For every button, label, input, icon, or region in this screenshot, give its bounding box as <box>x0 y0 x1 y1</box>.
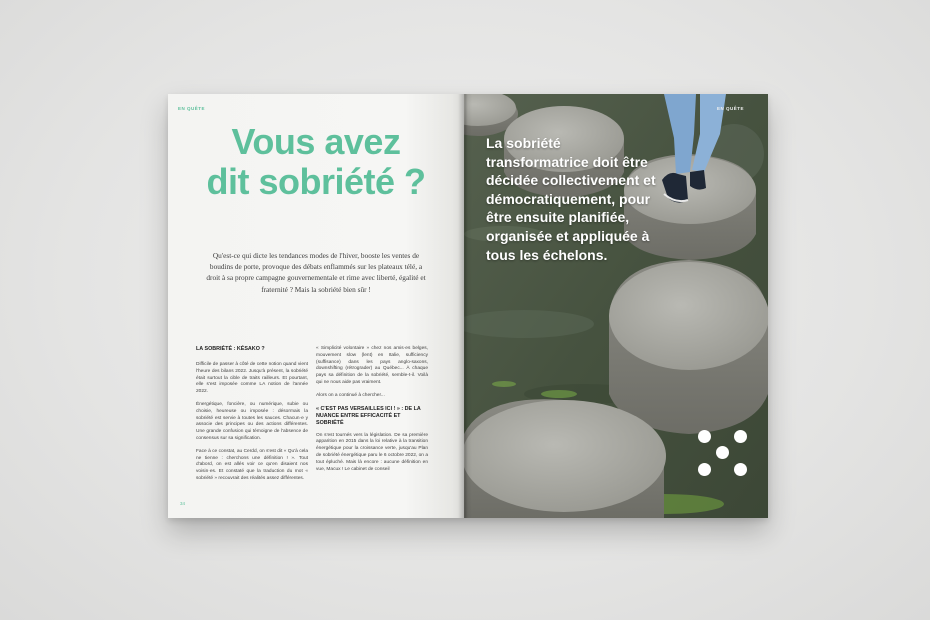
dot <box>716 446 729 459</box>
dot <box>698 430 711 443</box>
dots-graphic <box>696 430 746 482</box>
magazine-spread <box>168 94 768 518</box>
text-column-right <box>316 346 428 479</box>
column-heading: LA SOBRIÉTÉ : KÉSAKO ? <box>196 346 265 352</box>
paragraph: « Simplicité volontaire » chez nos amis·es belges, mouvement slow (lent) en Italie, sufficiency (suffisance) dans les pays anglo-saxons, downshifting (rétrograder) au Québec... À chaque pays sa définition de la sobriété, semble-t-il. Voilà qui ne nous aide pas vraiment. <box>316 346 428 385</box>
paragraph: Alors on a continué à chercher... <box>316 392 385 398</box>
column-heading: « C'EST PAS VERSAILLES ICI ! » : DE LA NUANCE ENTRE EFFICACITÉ ET SOBRIÉTÉ <box>316 405 421 426</box>
title-line-1: Vous avez <box>231 121 401 162</box>
text-column-left <box>196 346 308 489</box>
paragraph: Difficile de passer à côté de cette notion quand vient l'heure des bilans 2022. Jusqu'à présent, la sobriété était surtout la cible de traits railleurs. Et pourtant, elle s'est imposée comme LA notion de l'année 2022. <box>196 362 308 395</box>
dot <box>734 430 747 443</box>
article-title <box>168 122 464 202</box>
pull-quote: La sobriété transformatrice doit être décidée collectivement et démocratiquement, pour être ensuite planifiée, organisée et appliquée à tous les échelons. <box>486 135 656 263</box>
section-kicker: EN QUÊTE <box>178 106 206 111</box>
section-kicker-right: EN QUÊTE <box>717 106 745 111</box>
dot <box>698 463 711 476</box>
right-page <box>464 94 768 518</box>
dot <box>734 463 747 476</box>
left-page <box>168 94 464 518</box>
paragraph: Énergétique, foncière, ou numérique, subie ou choisie, heureuse ou imposée : désormais la sobriété est servie à toutes les sauces. Chacun·e y associe des principes ou des actions différentes. Une grande confusion qui témoigne de l'absence de consensus sur sa signification. <box>196 401 308 441</box>
article-intro: Qu'est-ce qui dicte les tendances modes de l'hiver, booste les ventes de boudins de porte, provoque des débats enflammés sur les plateaux télé, a droit à sa propre campagne gouvernementale et rime avec liberté, égalité et fraternité ? Mais la sobriété bien sûr ! <box>206 251 426 294</box>
paragraph: On s'est tournés vers la législation. De sa première apparition en 2015 dans la loi relative à la transition énergétique pour la croissance verte, jusqu'au Plan de sobriété énergétique paru le 6 octobre 2022, on a tout épluché. Mais là encore : aucune définition en vue, Macux ! Le cabinet de conseil <box>316 432 428 472</box>
paragraph: Face à ce constat, au Cerdd, on s'est dit « Qu'à cela ne tienne : cherchons une définition ! ». Tout d'abord, on est allés voir ce qu'en disaient nos voisin·es. Et constaté que la traduction du mot « sobriété » recouvrait des réalités assez différentes. <box>196 448 308 481</box>
page-number: 34 <box>180 501 186 506</box>
title-line-2: dit sobriété ? <box>206 161 426 202</box>
